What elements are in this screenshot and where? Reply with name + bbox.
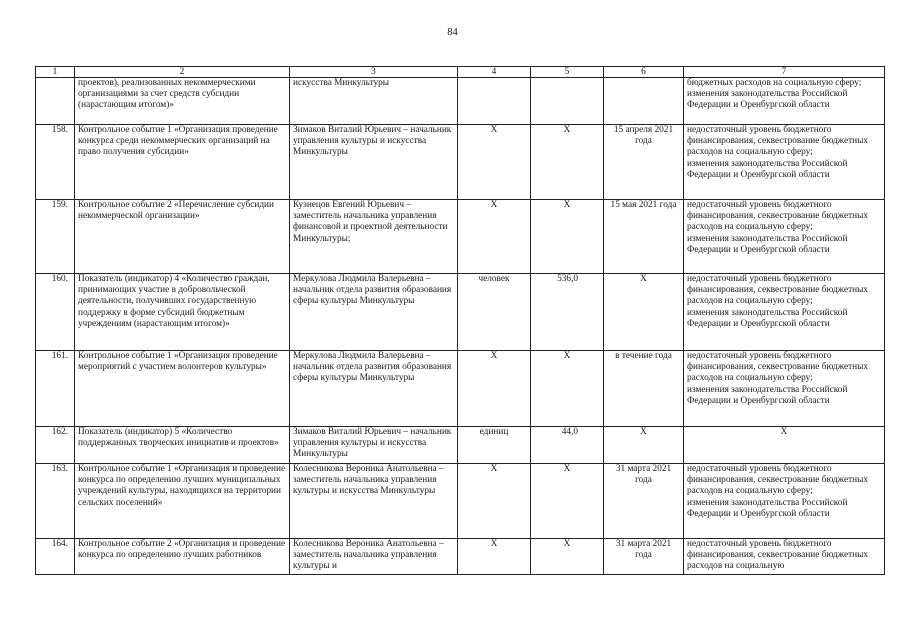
unit-cell: Х	[458, 539, 531, 575]
table-row	[36, 539, 885, 575]
deadline-cell	[604, 78, 684, 125]
table-row	[36, 200, 885, 274]
column-header: 2	[75, 67, 290, 78]
event-name-cell: Контрольное событие 2 «Перечисление субсидии некоммерческой организации»	[75, 200, 290, 274]
responsible-person-cell: Колесникова Вероника Анатольевна – заместитель начальника управления культуры и искусства Минкультуры	[290, 464, 458, 539]
table-row	[36, 125, 885, 200]
table-row	[36, 78, 885, 125]
event-name-cell: Контрольное событие 1 «Организация проведение конкурса среди некоммерческих организаций на право получения субсидии»	[75, 125, 290, 200]
deadline-cell: в течение года	[604, 351, 684, 427]
value-cell: Х	[531, 200, 604, 274]
row-number-cell: 163.	[36, 464, 75, 539]
responsible-person-cell: Зимаков Виталий Юрьевич – начальник управления культуры и искусства Минкультуры	[290, 125, 458, 200]
deadline-cell: 31 марта 2021 года	[604, 464, 684, 539]
row-number-cell: 161.	[36, 351, 75, 427]
responsible-person-cell: Меркулова Людмила Валерьевна – начальник отдела развития образования сферы культуры Минкультуры	[290, 351, 458, 427]
table-row	[36, 274, 885, 351]
value-cell: 44,0	[531, 427, 604, 464]
event-name-cell: Контрольное событие 1 «Организация и проведение конкурса по определению лучших муниципальных учреждений культуры, находящихся на территории сельских поселений»	[75, 464, 290, 539]
value-cell: Х	[531, 539, 604, 575]
deadline-cell: 15 мая 2021 года	[604, 200, 684, 274]
responsible-person-cell: Кузнецов Евгений Юрьевич – заместитель начальника управления финансовой и проектной деятельности Минкультуры;	[290, 200, 458, 274]
column-header: 5	[531, 67, 604, 78]
risk-cell: Х	[684, 427, 885, 464]
row-number-cell	[36, 78, 75, 125]
column-header: 3	[290, 67, 458, 78]
risk-cell: бюджетных расходов на социальную сферу; изменения законодательства Российской Федерации и Оренбургской области	[684, 78, 885, 125]
unit-cell: Х	[458, 464, 531, 539]
value-cell: 536,0	[531, 274, 604, 351]
event-name-cell: Показатель (индикатор) 4 «Количество граждан, принимающих участие в добровольческой деятельности, получивших государственную поддержку в форме субсидий бюджетным учреждениям (нарастающим итогом)»	[75, 274, 290, 351]
row-number-cell: 158.	[36, 125, 75, 200]
risk-cell: недостаточный уровень бюджетного финансирования, секвестрование бюджетных расходов на социальную сферу; изменения законодательства Российской Федерации и Оренбургской области	[684, 274, 885, 351]
table-row	[36, 464, 885, 539]
responsible-person-cell: Колесникова Вероника Анатольевна – заместитель начальника управления культуры и	[290, 539, 458, 575]
column-header: 6	[604, 67, 684, 78]
row-number-cell: 162.	[36, 427, 75, 464]
column-header: 7	[684, 67, 885, 78]
deadline-cell: Х	[604, 274, 684, 351]
unit-cell: человек	[458, 274, 531, 351]
unit-cell: Х	[458, 351, 531, 427]
row-number-cell: 164.	[36, 539, 75, 575]
value-cell: Х	[531, 464, 604, 539]
table-row	[36, 351, 885, 427]
document-table	[35, 66, 885, 575]
event-name-cell: проектов), реализованных некоммерческими организациями за счет средств субсидии (нарастающим итогом)»	[75, 78, 290, 125]
deadline-cell: Х	[604, 427, 684, 464]
page-number: 84	[447, 27, 458, 38]
unit-cell: единиц	[458, 427, 531, 464]
unit-cell: Х	[458, 200, 531, 274]
header-row	[36, 67, 885, 78]
responsible-person-cell: искусства Минкультуры	[290, 78, 458, 125]
responsible-person-cell: Зимаков Виталий Юрьевич – начальник управления культуры и искусства Минкультуры	[290, 427, 458, 464]
column-header: 1	[36, 67, 75, 78]
event-name-cell: Контрольное событие 2 «Организация и проведение конкурса по определению лучших работников	[75, 539, 290, 575]
deadline-cell: 15 апреля 2021 года	[604, 125, 684, 200]
unit-cell	[458, 78, 531, 125]
table-row	[36, 427, 885, 464]
risk-cell: недостаточный уровень бюджетного финансирования, секвестрование бюджетных расходов на социальную сферу; изменения законодательства Российской Федерации и Оренбургской области	[684, 125, 885, 200]
value-cell	[531, 78, 604, 125]
row-number-cell: 159.	[36, 200, 75, 274]
risk-cell: недостаточный уровень бюджетного финансирования, секвестрование бюджетных расходов на социальную	[684, 539, 885, 575]
column-header: 4	[458, 67, 531, 78]
risk-cell: недостаточный уровень бюджетного финансирования, секвестрование бюджетных расходов на социальную сферу; изменения законодательства Российской Федерации и Оренбургской области	[684, 200, 885, 274]
value-cell: Х	[531, 125, 604, 200]
responsible-person-cell: Меркулова Людмила Валерьевна – начальник отдела развития образования сферы культуры Минкультуры	[290, 274, 458, 351]
deadline-cell: 31 марта 2021 года	[604, 539, 684, 575]
event-name-cell: Контрольное событие 1 «Организация проведение мероприятий с участием волонтеров культуры»	[75, 351, 290, 427]
value-cell: Х	[531, 351, 604, 427]
risk-cell: недостаточный уровень бюджетного финансирования, секвестрование бюджетных расходов на социальную сферу; изменения законодательства Российской Федерации и Оренбургской области	[684, 351, 885, 427]
event-name-cell: Показатель (индикатор) 5 «Количество поддержанных творческих инициатив и проектов»	[75, 427, 290, 464]
unit-cell: Х	[458, 125, 531, 200]
row-number-cell: 160.	[36, 274, 75, 351]
risk-cell: недостаточный уровень бюджетного финансирования, секвестрование бюджетных расходов на социальную сферу; изменения законодательства Российской Федерации и Оренбургской области	[684, 464, 885, 539]
